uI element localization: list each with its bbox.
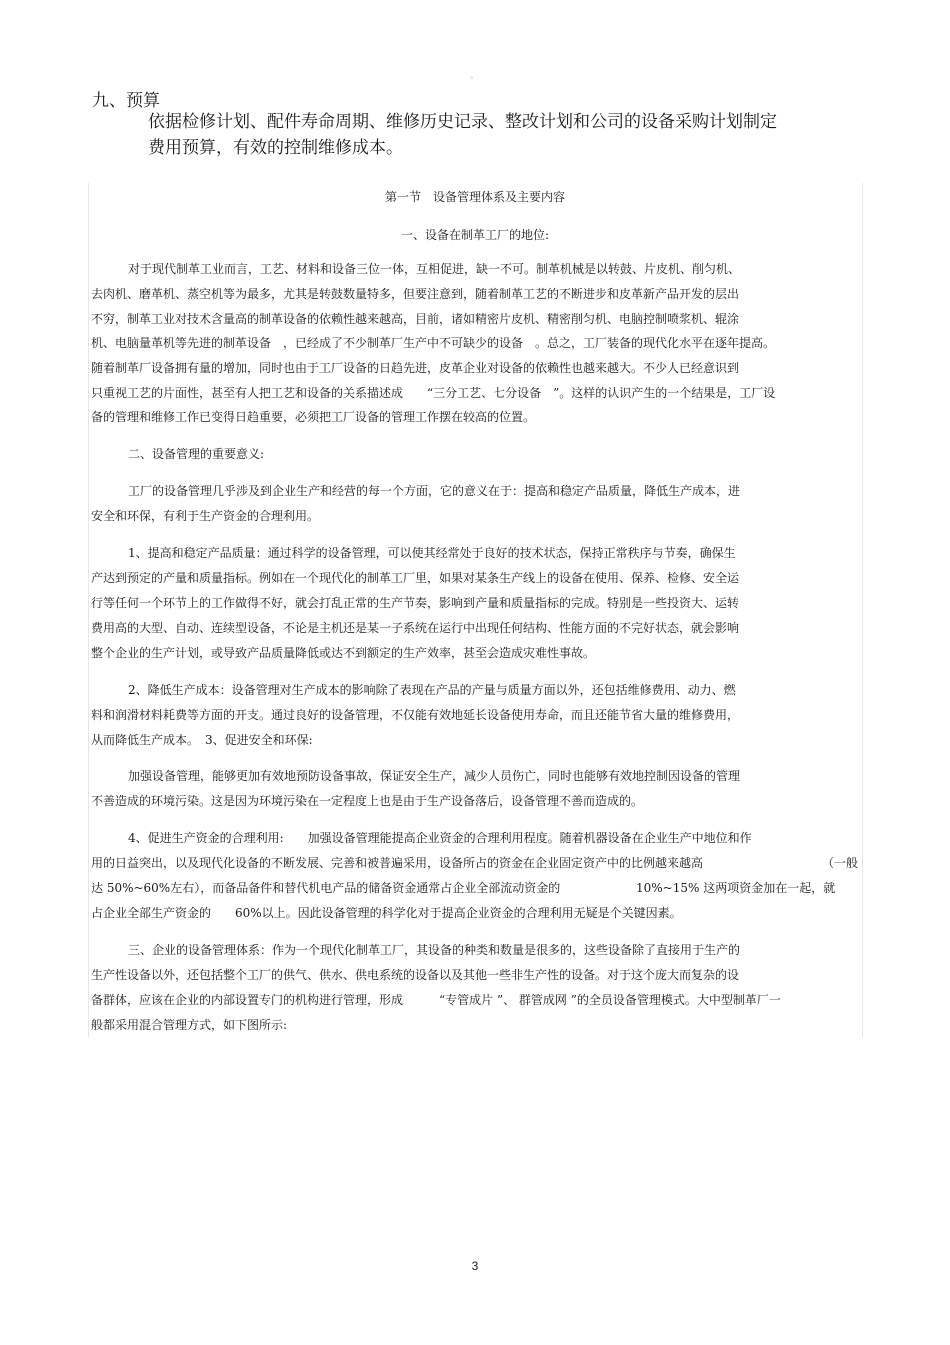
para-6-line: 占企业全部生产资金的 60%以上。因此设备管理的科学化对于提高企业资金的合理利用无疑是个关键因素。 <box>91 906 682 920</box>
para-5-line: 不善造成的环境污染。这是因为环境污染在一定程度上也是由于生产设备落后，设备管理不善而造成的。 <box>91 794 644 808</box>
para-1-line: 去肉机、磨革机、蒸空机等为最多，尤其是转鼓数量特多，但要注意到，随着制革工艺的不断进步和皮革新产品开发的层出 <box>91 287 740 301</box>
section-title: 第一节 设备管理体系及主要内容 <box>384 190 565 204</box>
heading-1: 一、设备在制革工厂的地位: <box>400 228 550 242</box>
para-7-line: 备群体，应该在企业的内部设置专门的机构进行管理，形成 “专管成片 ”、 群管成网 ”的全员设备管理模式。大中型制革厂一 <box>91 993 781 1007</box>
para-7-line: 生产性设备以外，还包括整个工厂的供气、供水、供电系统的设备以及其他一些非生产性的设备。对于这个庞大而复杂的设 <box>91 968 740 982</box>
para-7-line: 般都采用混合管理方式，如下图所示: <box>91 1018 288 1032</box>
para-6-line: （一般 <box>822 856 859 870</box>
para-6-line: 10%~15% 这两项资金加在一起，就 <box>636 881 836 895</box>
para-6-line: 达 50%~60%左右），而备品备件和替代机电产品的储备资金通常占企业全部流动资金的 <box>91 881 561 895</box>
para-1-line: 只重视工艺的片面性，甚至有人把工艺和设备的关系描述成 “三分工艺、七分设备 ”。这样的认识产生的一个结果是，工厂设 <box>91 386 776 400</box>
para-5-line: 加强设备管理，能够更加有效地预防设备事故，保证安全生产，减少人员伤亡，同时也能够有效地控制因设备的管理 <box>128 769 741 783</box>
para-3-line: 整个企业的生产计划，或导致产品质量降低或达不到额定的生产效率，甚至会造成灾难性事故。 <box>91 646 596 660</box>
section-nine-title: 九、预算 <box>92 91 160 111</box>
para-2-line: 安全和环保，有利于生产资金的合理利用。 <box>91 509 320 523</box>
para-1-line: 不穷，制革工业对技术含量高的制革设备的依赖性越来越高，目前，诸如精密片皮机、精密削匀机、电脑控制喷浆机、辊涂 <box>91 312 740 326</box>
para-3-line: 产达到预定的产量和质量指标。例如在一个现代化的制革工厂里，如果对某条生产线上的设备在使用、保养、检修、安全运 <box>91 571 740 585</box>
para-6-line: 用的日益突出，以及现代化设备的不断发展、完善和被普遍采用，设备所占的资金在企业固定资产中的比例越来越高 <box>91 856 704 870</box>
para-1-line: 随着制革厂设备拥有量的增加，同时也由于工厂设备的日趋先进，皮革企业对设备的依赖性也越来越大。不少人已经意识到 <box>91 361 740 375</box>
budget-line: 费用预算，有效的控制维修成本。 <box>148 138 403 158</box>
para-3-line: 行等任何一个环节上的工作做得不好，就会打乱正常的生产节奏，影响到产量和质量指标的完成。特别是一些投资大、运转 <box>91 596 740 610</box>
para-1-line: 备的管理和维修工作已变得日趋重要，必须把工厂设备的管理工作摆在较高的位置。 <box>91 410 536 424</box>
para-2-line: 工厂的设备管理几乎涉及到企业生产和经营的每一个方面，它的意义在于：提高和稳定产品质量，降低生产成本，进 <box>128 484 741 498</box>
para-4-line: 2、降低生产成本：设备管理对生产成本的影响除了表现在产品的产量与质量方面以外，还包括维修费用、动力、燃 <box>128 683 736 697</box>
heading-2: 二、设备管理的重要意义: <box>128 447 265 461</box>
para-1-line: 对于现代制革工业而言，工艺、材料和设备三位一体，互相促进，缺一不可。制革机械是以转鼓、片皮机、削匀机、 <box>128 262 741 276</box>
para-6-line: 4、促进生产资金的合理利用: 加强设备管理能提高企业资金的合理利用程度。随着机器设备在企业生产中地位和作 <box>128 831 752 845</box>
para-7-line: 三、企业的设备管理体系：作为一个现代化制革工厂，其设备的种类和数量是很多的，这些设备除了直接用于生产的 <box>128 943 741 957</box>
para-3-line: 费用高的大型、自动、连续型设备，不论是主机还是某一子系统在运行中出现任何结构、性能方面的不完好状态，就会影响 <box>91 621 740 635</box>
para-1-line: 机、电脑量革机等先进的制革设备 ，已经成了不少制革厂生产中不可缺少的设备 。总之，工厂装备的现代化水平在逐年提高。 <box>91 336 776 350</box>
header-mark: 。 <box>470 71 478 80</box>
para-4-line: 料和润滑材料耗费等方面的开支。通过良好的设备管理，不仅能有效地延长设备使用寿命，而且还能节省大量的维修费用， <box>91 708 740 722</box>
para-4-line: 从而降低生产成本。 3、促进安全和环保: <box>91 733 313 747</box>
para-3-line: 1、提高和稳定产品质量：通过科学的设备管理，可以使其经常处于良好的技术状态，保持正常秩序与节奏，确保生 <box>128 546 736 560</box>
budget-line: 依据检修计划、配件寿命周期、维修历史记录、整改计划和公司的设备采购计划制定 <box>148 112 777 132</box>
page-number: 3 <box>471 1259 479 1273</box>
